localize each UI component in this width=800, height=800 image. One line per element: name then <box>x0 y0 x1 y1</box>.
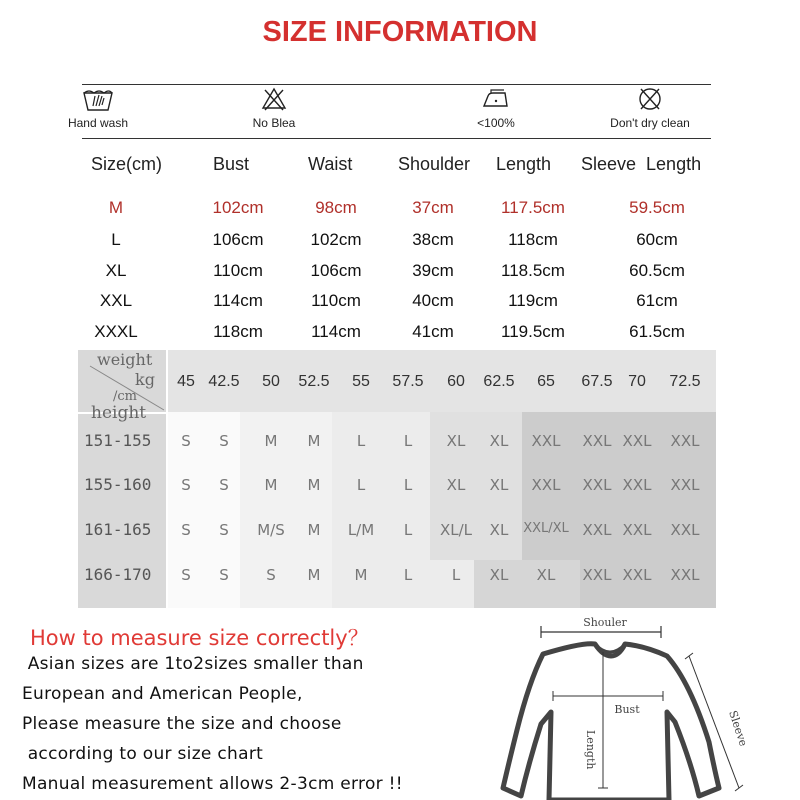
height-label: 166-170 <box>84 565 152 584</box>
header-sleeve-length: Sleeve Length <box>581 154 702 174</box>
weight-header: 65 <box>537 373 555 390</box>
cell-size: XL <box>105 261 127 280</box>
size-cell: L <box>451 566 461 584</box>
corner-height: height <box>91 403 147 423</box>
size-cell: XXL <box>582 521 612 539</box>
size-cell: S <box>219 476 229 494</box>
cell-sleeve-length: 60cm <box>636 230 678 249</box>
hand-wash-label: Hand wash <box>67 116 129 130</box>
size-cell: M <box>307 521 321 539</box>
cell-shoulder: 38cm <box>412 230 454 249</box>
weight-header: 70 <box>628 373 646 390</box>
size-cell: XXL <box>622 476 652 494</box>
cell-shoulder: 40cm <box>412 291 454 310</box>
size-cell: M <box>307 566 321 584</box>
size-cell: S <box>181 432 191 450</box>
size-cell: L <box>403 476 413 494</box>
height-label: 161-165 <box>84 520 152 539</box>
weight-header: 55 <box>352 373 370 390</box>
height-label: 151-155 <box>84 431 152 450</box>
cell-bust: 106cm <box>212 230 264 249</box>
weight-header: 45 <box>177 373 195 390</box>
size-cell: XXL <box>622 566 652 584</box>
cell-size: M <box>108 198 124 217</box>
garment-measure-diagram <box>495 612 800 800</box>
size-cell: L/M <box>347 521 375 539</box>
hand-wash-icon <box>81 86 115 112</box>
howto-line-2: European and American People, <box>22 684 303 704</box>
cell-waist: 110cm <box>311 291 361 310</box>
no-bleach-icon <box>260 86 288 112</box>
size-cell: XXL <box>670 432 700 450</box>
length-label: Length <box>584 730 597 770</box>
cell-waist: 98cm <box>315 198 357 217</box>
size-cell: S <box>181 521 191 539</box>
cell-bust: 102cm <box>212 198 264 217</box>
no-dry-clean-icon <box>636 86 664 112</box>
size-cell: L <box>356 476 366 494</box>
size-cell: XXL <box>622 432 652 450</box>
no-dry-clean-label: Don't dry clean <box>610 116 690 130</box>
size-cell: XL <box>446 432 466 450</box>
size-cell: XXL <box>531 432 561 450</box>
weight-header: 67.5 <box>581 373 613 390</box>
care-divider <box>82 138 711 139</box>
size-cell: L <box>356 432 366 450</box>
page-title: SIZE INFORMATION <box>262 16 538 48</box>
weight-header: 62.5 <box>483 373 515 390</box>
size-cell: L <box>403 566 413 584</box>
size-cell: XL <box>536 566 556 584</box>
size-cell: S <box>219 566 229 584</box>
cell-shoulder: 39cm <box>412 261 454 280</box>
size-cell: XXL <box>582 476 612 494</box>
size-cell: S <box>219 432 229 450</box>
cell-waist: 114cm <box>311 322 361 341</box>
cell-shoulder: 41cm <box>412 322 454 341</box>
howto-line-4: according to our size chart <box>22 744 264 764</box>
iron-icon <box>479 86 513 112</box>
header-shoulder: Shoulder <box>398 154 471 174</box>
corner-cm: /cm <box>113 389 137 404</box>
shoulder-label: Shouler <box>583 616 627 629</box>
cell-bust: 114cm <box>213 291 263 310</box>
cell-sleeve-length: 61cm <box>636 291 678 310</box>
corner-weight: weight <box>97 350 153 369</box>
no-bleach-label: No Blea <box>252 116 296 130</box>
cell-bust: 110cm <box>213 261 263 280</box>
size-cell: XL <box>489 432 509 450</box>
care-no-bleach <box>238 86 310 130</box>
cell-sleeve-length: 59.5cm <box>629 198 685 217</box>
bust-label: Bust <box>614 703 640 716</box>
size-cell: XXL <box>582 566 612 584</box>
weight-header: 60 <box>447 373 465 390</box>
size-cell: M <box>307 476 321 494</box>
size-cell: XL <box>489 476 509 494</box>
iron-label: <100% <box>477 116 515 130</box>
cell-size: XXL <box>99 291 133 310</box>
cell-waist: 102cm <box>310 230 362 249</box>
header-length: Length <box>496 154 552 174</box>
cell-length: 118.5cm <box>501 261 565 280</box>
weight-header: 57.5 <box>392 373 424 390</box>
weight-header: 42.5 <box>208 373 240 390</box>
cell-shoulder: 37cm <box>412 198 454 217</box>
size-cell: S <box>181 566 191 584</box>
care-hand-wash <box>62 86 134 130</box>
size-cell: S <box>266 566 276 584</box>
header-size: Size(cm) <box>91 154 162 174</box>
size-cell: M <box>264 476 278 494</box>
howto-heading: How to measure size correctly？ <box>30 626 369 650</box>
size-cell: XXL/XL <box>523 521 569 536</box>
care-no-dry-clean <box>604 86 696 130</box>
weight-header: 52.5 <box>298 373 330 390</box>
header-waist: Waist <box>308 154 353 174</box>
howto-line-5: Manual measurement allows 2-3cm error !! <box>22 774 403 794</box>
howto-line-1: Asian sizes are 1to2sizes smaller than <box>22 654 364 674</box>
weight-header: 72.5 <box>669 373 701 390</box>
top-divider <box>82 84 711 85</box>
cell-length: 119.5cm <box>501 322 565 341</box>
cell-waist: 106cm <box>310 261 362 280</box>
cell-size: L <box>111 230 121 249</box>
size-cell: XXL <box>622 521 652 539</box>
size-cell: XL <box>446 476 466 494</box>
cell-size: XXXL <box>94 322 138 341</box>
size-cell: S <box>219 521 229 539</box>
sleeve-label: Sleeve <box>726 708 750 748</box>
size-cell: L <box>403 521 413 539</box>
size-cell: M/S <box>257 521 285 539</box>
cell-bust: 118cm <box>213 322 263 341</box>
care-iron <box>460 86 532 130</box>
size-cell: XXL <box>670 566 700 584</box>
size-cell: XXL <box>670 521 700 539</box>
size-cell: S <box>181 476 191 494</box>
howto-line-3: Please measure the size and choose <box>22 714 342 734</box>
size-cell: M <box>307 432 321 450</box>
size-cell: M <box>354 566 368 584</box>
size-cell: XXL <box>582 432 612 450</box>
size-cell: M <box>264 432 278 450</box>
size-cell: L <box>403 432 413 450</box>
size-cell: XL <box>489 521 509 539</box>
header-bust: Bust <box>213 154 250 174</box>
size-cell: XL/L <box>439 521 473 539</box>
size-cell: XXL <box>531 476 561 494</box>
cell-length: 117.5cm <box>501 198 565 217</box>
cell-sleeve-length: 60.5cm <box>629 261 685 280</box>
size-cell: XL <box>489 566 509 584</box>
size-cell: XXL <box>670 476 700 494</box>
height-label: 155-160 <box>84 475 152 494</box>
cell-sleeve-length: 61.5cm <box>629 322 685 341</box>
cell-length: 119cm <box>508 291 558 310</box>
corner-kg: kg <box>135 370 155 389</box>
weight-header: 50 <box>262 373 280 390</box>
cell-length: 118cm <box>508 230 558 249</box>
